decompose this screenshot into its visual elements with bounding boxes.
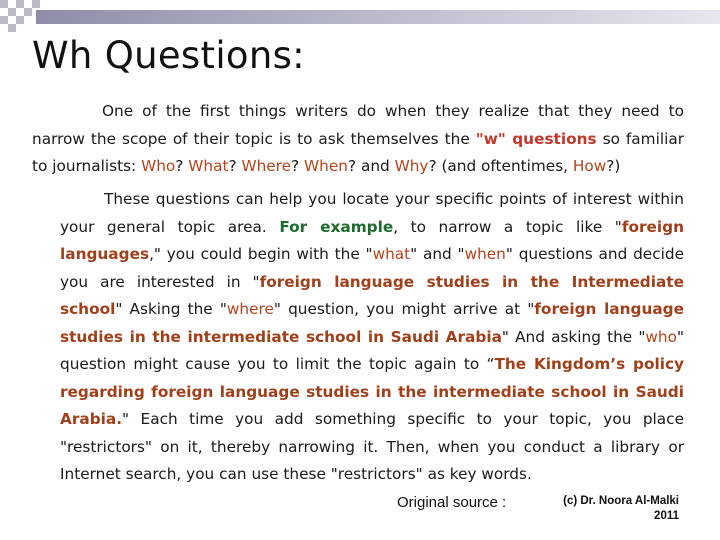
paragraph-example: These questions can help you locate your specific points of interest within your general topic area. For example, to narrow a topic like "foreign languages," you could begin with the "what" and "when" questions and decide you are interested in "foreign language studies in the Intermediate school" Asking the "where" question, you might arrive at "foreign language studies in the intermediate school in Saudi Arabia" And asking the "who" question might cause you to limit the topic again to “The Kingdom’s policy regarding foreign language studies in the intermediate school in Saudi Arabia." Each time you add something specific to your topic, you place "restrictors" on it, thereby narrowing it. Then, when you conduct a library or Internet search, you can use these "restrictors" as key words. (60, 190, 685, 483)
author-year: 2011 (654, 510, 679, 522)
for-example-highlight: For example (279, 217, 394, 236)
w-questions-highlight: "w" questions (475, 129, 597, 148)
slide-title: Wh Questions: (32, 34, 305, 77)
author-credit (537, 494, 679, 524)
author-name: (c) Dr. Noora Al-Malki (563, 495, 679, 507)
header-bar (36, 10, 720, 24)
source-label: Original source : (397, 494, 507, 511)
paragraph-intro: One of the first things writers do when they realize that they need to narrow the scope of their topic is to ask themselves the "w" questions so familiar to journalists: Who? What? Where? When? and Why? (and oftentimes, How?) (32, 102, 684, 175)
